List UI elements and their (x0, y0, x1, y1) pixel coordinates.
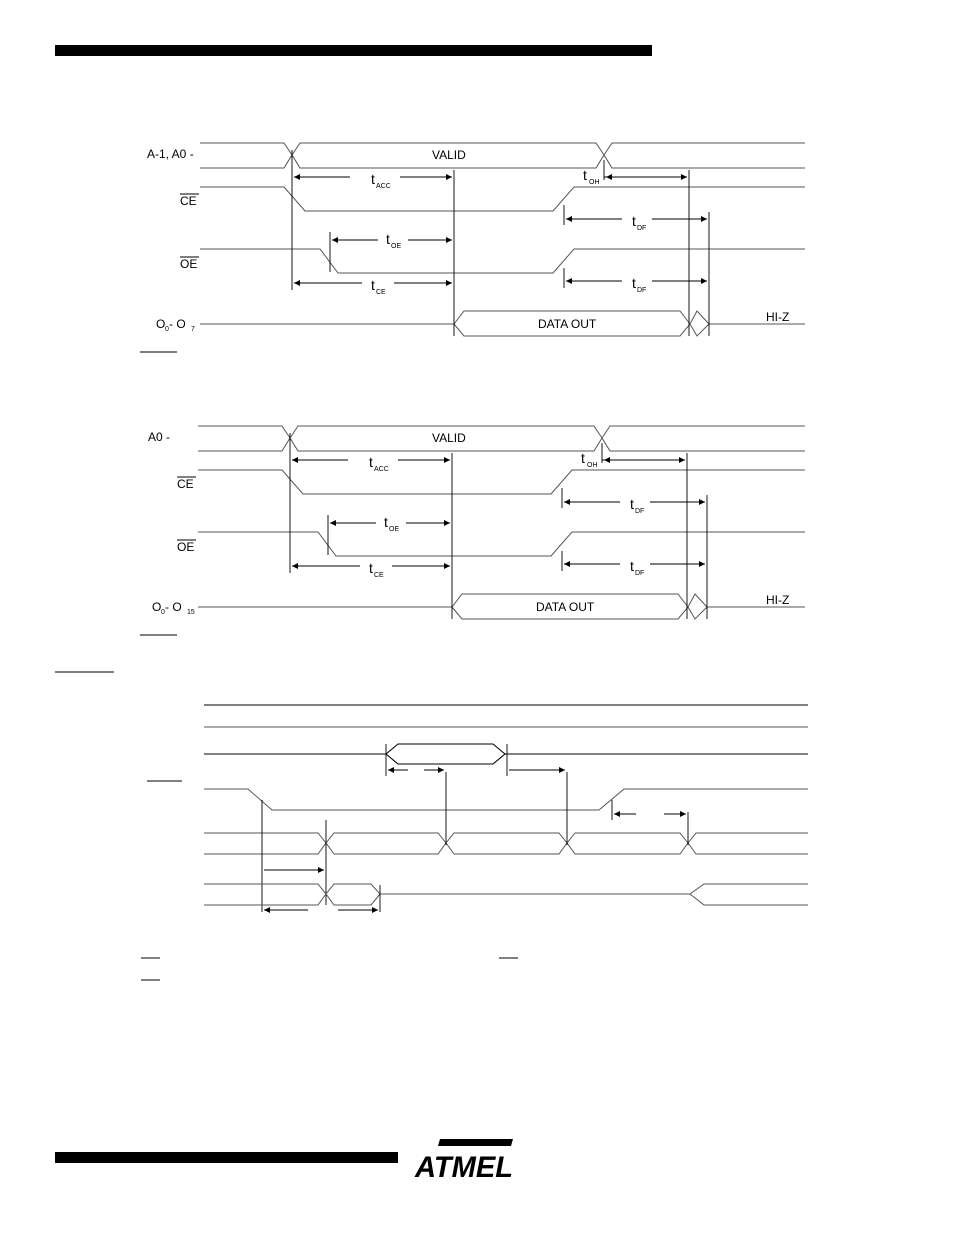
signal-line-3 (204, 744, 808, 764)
output-waveform (198, 594, 805, 619)
svg-text:15: 15 (187, 609, 195, 616)
svg-text:O: O (152, 600, 162, 614)
svg-text:DF: DF (635, 570, 645, 577)
svg-text:t: t (632, 213, 636, 229)
svg-text:O: O (156, 317, 166, 331)
svg-text:CE: CE (374, 572, 384, 579)
address-valid-label: VALID (432, 431, 466, 445)
svg-text:ACC: ACC (376, 183, 391, 190)
svg-text:OH: OH (589, 179, 600, 186)
svg-text:ACC: ACC (374, 466, 389, 473)
signal-bus-6 (204, 884, 808, 905)
toe-label (384, 514, 399, 533)
signal-bus-5 (204, 833, 808, 854)
atmel-logo (414, 1139, 513, 1184)
svg-text:OH: OH (587, 462, 598, 469)
svg-text:t: t (581, 450, 585, 466)
svg-text:DF: DF (637, 287, 647, 294)
footer-bar (55, 1152, 398, 1163)
oe-waveform (198, 532, 805, 556)
timing-diagram-3 (147, 705, 808, 912)
toh-label (583, 167, 600, 186)
svg-text:0: 0 (165, 326, 169, 333)
svg-text:t: t (371, 277, 375, 293)
signal-label-ce: CE (180, 194, 197, 208)
data-out-label: DATA OUT (538, 317, 597, 331)
tdf1-label (632, 213, 646, 232)
address-waveform (198, 426, 805, 451)
ce-waveform (198, 470, 805, 494)
svg-text:t: t (583, 167, 587, 183)
output-waveform (200, 311, 805, 336)
svg-text:t: t (369, 560, 373, 576)
ce-waveform (200, 187, 805, 211)
timing-diagram-1 (140, 143, 805, 352)
svg-text:7: 7 (191, 326, 195, 333)
address-waveform (200, 143, 805, 168)
svg-text:DF: DF (637, 225, 647, 232)
svg-text:t: t (630, 496, 634, 512)
oe-waveform (200, 249, 805, 273)
svg-text:- O: - O (165, 600, 182, 614)
tacc-label (369, 454, 389, 473)
signal-label-output (156, 317, 195, 333)
address-valid-label: VALID (432, 148, 466, 162)
svg-text:CE: CE (376, 289, 386, 296)
tdf1-label (630, 496, 644, 515)
svg-text:ATMEL: ATMEL (414, 1151, 513, 1184)
toh-label (581, 450, 598, 469)
hiz-label: HI-Z (766, 310, 790, 324)
svg-text:t: t (386, 231, 390, 247)
svg-text:OE: OE (389, 526, 400, 533)
timing-diagram-2 (140, 426, 805, 635)
svg-text:OE: OE (391, 243, 402, 250)
tacc-label (371, 171, 391, 190)
svg-text:t: t (630, 558, 634, 574)
svg-text:t: t (632, 275, 636, 291)
tce-label (369, 560, 384, 579)
svg-text:t: t (384, 514, 388, 530)
signal-label-ce: CE (177, 477, 194, 491)
svg-text:0: 0 (161, 609, 165, 616)
data-out-label: DATA OUT (536, 600, 595, 614)
signal-line-4 (204, 789, 808, 810)
tdf2-label (632, 275, 646, 294)
header-bar (55, 45, 652, 56)
signal-label-address: A0 - (148, 430, 171, 444)
tdf2-label (630, 558, 644, 577)
signal-label-oe: OE (180, 257, 198, 271)
hiz-label: HI-Z (766, 593, 790, 607)
signal-label-address: A-1, A0 - (147, 147, 194, 161)
signal-label-output (152, 600, 195, 616)
signal-label-oe: OE (177, 540, 195, 554)
svg-text:- O: - O (169, 317, 186, 331)
tce-label (371, 277, 386, 296)
toe-label (386, 231, 401, 250)
svg-text:t: t (371, 171, 375, 187)
svg-text:DF: DF (635, 508, 645, 515)
svg-text:t: t (369, 454, 373, 470)
